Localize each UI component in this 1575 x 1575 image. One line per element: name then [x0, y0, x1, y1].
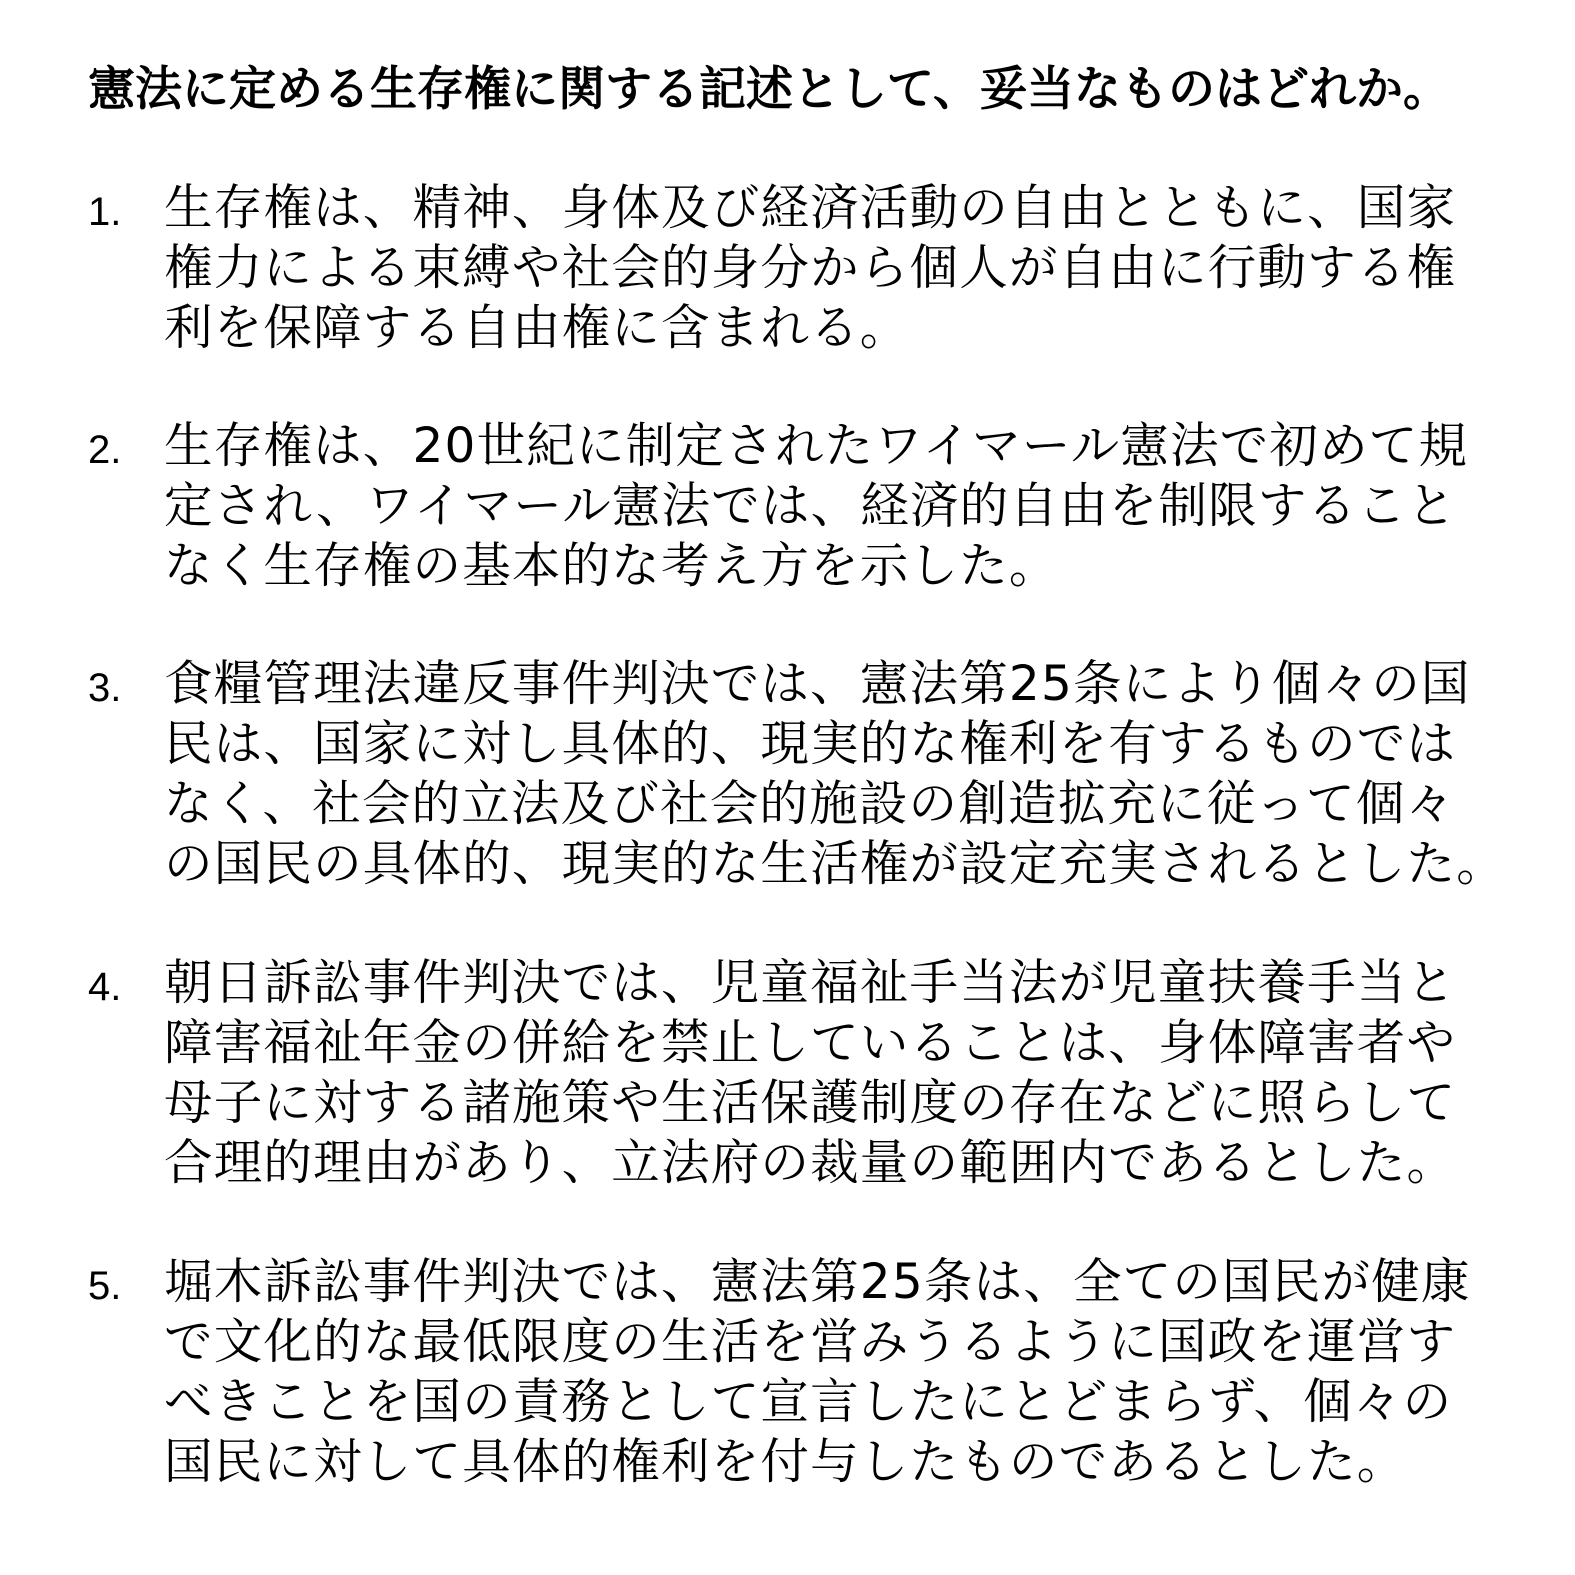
choice-number: 4. — [88, 965, 122, 1009]
choice-text — [164, 416, 1494, 596]
choice-line: 障害福祉年金の併給を禁止していることは、身体障害者や — [164, 1015, 1457, 1071]
choice-line: なく生存権の基本的な考え方を示した。 — [164, 538, 1059, 594]
choice-line: 朝日訴訟事件判決では、児童福祉手当法が児童扶養手当と — [164, 955, 1457, 1011]
choice-line: 生存権は、精神、身体及び経済活動の自由とともに、国家 — [164, 180, 1457, 236]
choice-text — [164, 1252, 1494, 1492]
choice-line: 母子に対する諸施策や生活保護制度の存在などに照らして — [164, 1075, 1457, 1131]
choice-text — [164, 654, 1506, 894]
choice-line: で文化的な最低限度の生活を営みうるように国政を運営す — [164, 1314, 1457, 1370]
choice-line: 定され、ワイマール憲法では、経済的自由を制限すること — [164, 478, 1457, 534]
question-title: 憲法に定める生存権に関する記述として、妥当なものはどれか。 — [88, 62, 1451, 117]
choice-line: 食糧管理法違反事件判決では、憲法第25条により個々の国 — [164, 656, 1471, 712]
choice-line: なく、社会的立法及び社会的施設の創造拡充に従って個々 — [164, 776, 1456, 832]
choice-line: 合理的理由があり、立法府の裁量の範囲内であるとした。 — [164, 1135, 1457, 1191]
choice-line: 権力による束縛や社会的身分から個人が自由に行動する権 — [164, 240, 1457, 296]
choice-number: 3. — [88, 666, 122, 710]
choice-line: べきことを国の責務として宣言したにとどまらず、個々の — [164, 1374, 1453, 1430]
choice-line: 利を保障する自由権に含まれる。 — [164, 300, 910, 356]
choice-number: 5. — [88, 1264, 122, 1308]
choice-line: 国民に対して具体的権利を付与したものであるとした。 — [164, 1434, 1407, 1490]
choice-text — [164, 953, 1494, 1193]
choice-line: の国民の具体的、現実的な生活権が設定充実されるとした。 — [164, 836, 1506, 892]
choice-line: 堀木訴訟事件判決では、憲法第25条は、全ての国民が健康 — [164, 1254, 1471, 1310]
choice-number: 2. — [88, 428, 122, 472]
choice-line: 民は、国家に対し具体的、現実的な権利を有するものでは — [164, 716, 1457, 772]
choice-number: 1. — [88, 190, 122, 234]
choice-text — [164, 178, 1494, 358]
choice-line: 生存権は、20世紀に制定されたワイマール憲法で初めて規 — [164, 418, 1469, 474]
